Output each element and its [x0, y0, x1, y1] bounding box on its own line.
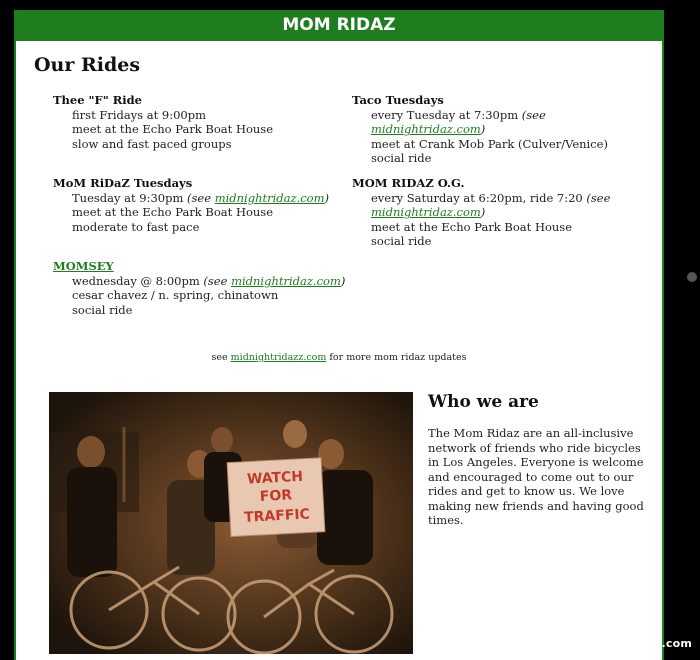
ride-name: Taco Tuesdays: [352, 93, 444, 107]
see-close: ): [324, 190, 329, 205]
see-text: (see: [586, 190, 611, 205]
ride-line: slow and fast paced groups: [72, 136, 232, 151]
ride-line: first Fridays at 9:00pm: [72, 107, 206, 122]
updates-post: for more mom ridaz updates: [326, 352, 467, 363]
ride-name: MOM RIDAZ O.G.: [352, 176, 465, 190]
ride-time: Tuesday at 9:30pm: [72, 190, 188, 205]
who-we-are-text: The Mom Ridaz are an all-inclusive network of friends who ride bicycles in Los Angeles. Everyone is welcome and encouraged to come out to our rides and get to know us. We love making new friends and having good times.: [428, 426, 644, 527]
ride-mom-ridaz-og: [352, 176, 652, 249]
ride-line: social ride: [72, 302, 133, 317]
midnightridaz-link[interactable]: midnightridaz.com: [214, 190, 325, 205]
sign-text-2: FOR: [259, 487, 293, 505]
ride-line: moderate to fast pace: [72, 219, 200, 234]
sign-text-1: WATCH: [246, 468, 304, 488]
ride-thee-f-ride: [53, 93, 273, 151]
skull-icon: [687, 272, 697, 282]
who-we-are-heading: Who we are: [428, 392, 539, 412]
page-container: [14, 10, 664, 660]
ride-time: every Tuesday at 7:30pm: [371, 107, 522, 122]
ride-line: meet at the Echo Park Boat House: [72, 205, 274, 219]
ride-mom-ridaz-tuesdays: [53, 176, 329, 234]
ride-line: meet at the Echo Park Boat House: [72, 122, 274, 136]
see-close: ): [340, 273, 346, 288]
see-text: (see: [187, 190, 215, 205]
ride-line: meet at the Echo Park Boat House: [371, 219, 573, 234]
midnightridaz-link[interactable]: midnightridaz.com: [231, 273, 341, 288]
group-photo-illustration: [49, 392, 413, 654]
ride-name: MoM RiDaZ Tuesdays: [53, 176, 193, 190]
see-text: (see: [203, 273, 232, 288]
ride-momsey: [53, 259, 345, 317]
ride-line: meet at Crank Mob Park (Culver/Venice): [371, 136, 608, 151]
sign-text-3: TRAFFIC: [243, 506, 311, 526]
ride-name: Thee "F" Ride: [53, 93, 142, 107]
midnightridaz-link[interactable]: midnightridaz.com: [371, 122, 481, 136]
momsey-link[interactable]: MOMSEY: [53, 259, 114, 273]
ride-schedule: [53, 191, 329, 206]
see-close: ): [480, 205, 486, 219]
see-close: ): [480, 122, 486, 136]
ride-time: every Saturday at 6:20pm, ride 7:20: [371, 190, 587, 205]
updates-pre: see: [211, 352, 231, 363]
section-title-our-rides: Our Rides: [34, 54, 141, 76]
ride-schedule: [352, 191, 652, 220]
group-photo: [49, 392, 413, 654]
watermark: www.MidnightRidazz.com: [528, 637, 692, 650]
ride-line: social ride: [371, 151, 432, 165]
ride-schedule: [53, 274, 345, 289]
see-text: (see: [521, 107, 546, 122]
midnightridaz-link[interactable]: midnightridaz.com: [371, 205, 481, 219]
ride-time: wednesday @ 8:00pm: [72, 273, 204, 288]
ride-taco-tuesdays: [352, 93, 662, 166]
midnightridazz-link[interactable]: midnightridazz.com: [230, 352, 327, 363]
site-banner: MOM RIDAZ: [16, 10, 662, 42]
updates-note: [16, 352, 662, 363]
ride-line: social ride: [371, 234, 432, 248]
ride-line: cesar chavez / n. spring, chinatown: [72, 288, 279, 302]
ride-schedule: [352, 108, 662, 137]
